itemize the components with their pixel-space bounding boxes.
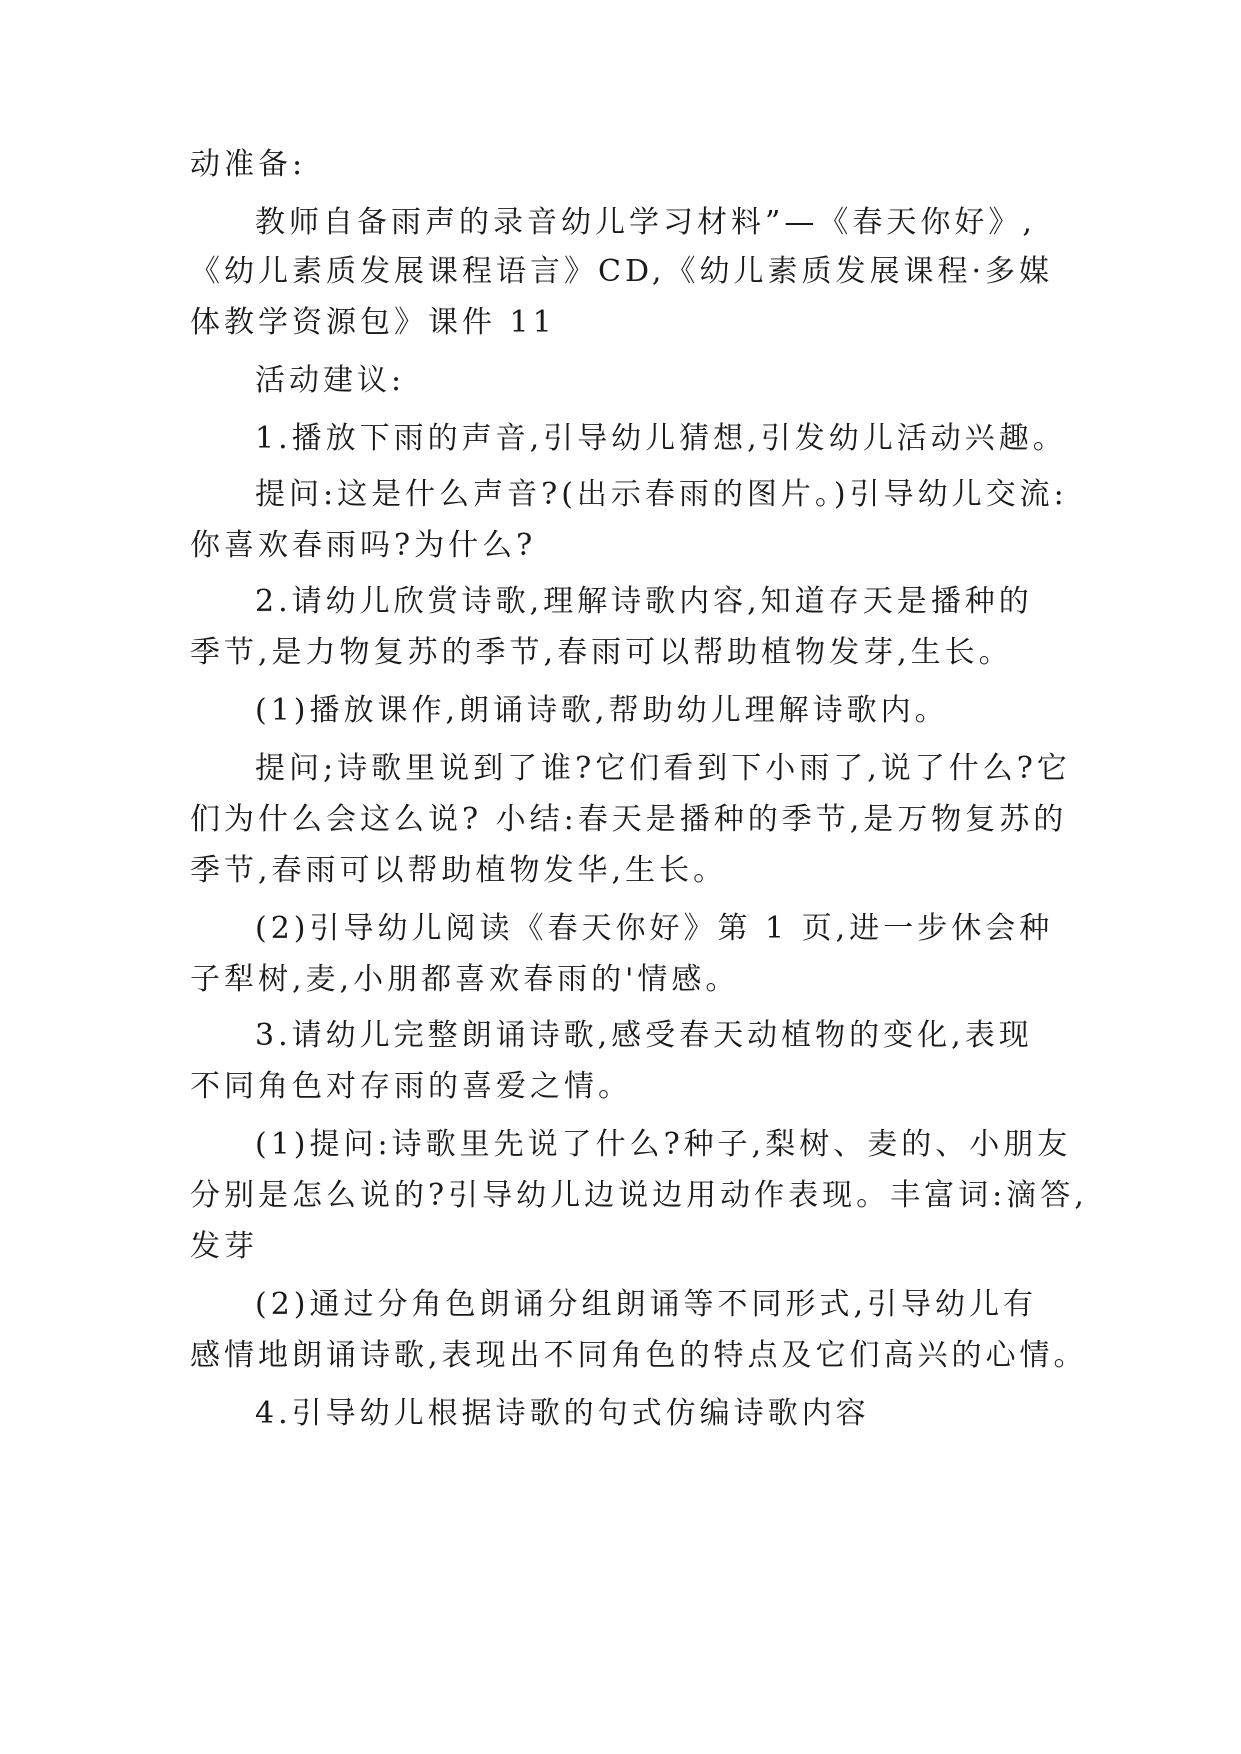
text-line: 教师自备雨声的录音幼儿学习材料”—《春天你好》,: [255, 205, 1036, 240]
text-line: (2)引导幼儿阅读《春天你好》第 1 页,进一步休会种: [255, 911, 1054, 946]
text-line: 分别是怎么说的?引导幼儿边说边用动作表现。丰富词:滴答,: [190, 1178, 1088, 1213]
text-line: 2.请幼儿欣赏诗歌,理解诗歌内容,知道存天是播种的: [255, 584, 1033, 619]
text-line: 活动建议:: [255, 363, 406, 398]
text-line: 体教学资源包》课件 11: [190, 305, 556, 340]
text-line: 《幼儿素质发展课程语言》CD,《幼儿素质发展课程·多媒: [190, 254, 1054, 289]
text-line: (1)提问:诗歌里先说了什么?种子,梨树、麦的、小朋友: [255, 1127, 1072, 1162]
text-line: (2)通过分角色朗诵分组朗诵等不同形式,引导幼儿有: [255, 1287, 1038, 1322]
text-line: 发芽: [190, 1229, 258, 1264]
text-line: 1.播放下雨的声音,引导幼儿猜想,引发幼儿活动兴趣。: [255, 421, 1067, 456]
text-line: 4.引导幼儿根据诗歌的句式仿编诗歌内容: [255, 1396, 870, 1431]
text-line: 季节,春雨可以帮助植物发华,生长。: [190, 853, 728, 888]
text-line: 动准备:: [190, 147, 307, 182]
text-line: 季节,是力物复苏的季节,春雨可以帮助植物发芽,生长。: [190, 635, 1013, 670]
text-line: (1)播放课作,朗诵诗歌,帮助幼儿理解诗歌内。: [255, 693, 949, 728]
text-line: 3.请幼儿完整朗诵诗歌,感受春天动植物的变化,表现: [255, 1018, 1033, 1053]
text-line: 你喜欢春雨吗?为什么?: [190, 528, 537, 563]
text-line: 提问;诗歌里说到了谁?它们看到下小雨了,说了什么?它: [255, 751, 1071, 786]
text-line: 感情地朗诵诗歌,表现出不同角色的特点及它们高兴的心情。: [190, 1338, 1088, 1373]
text-line: 们为什么会这么说? 小结:春天是播种的季节,是万物复苏的: [190, 802, 1068, 837]
text-line: 提问:这是什么声音?(出示春雨的图片。)引导幼儿交流:: [255, 477, 1068, 512]
text-line: 不同角色对存雨的喜爱之情。: [190, 1069, 632, 1104]
text-line: 子犁树,麦,小朋都喜欢春雨的'情感。: [190, 962, 740, 997]
